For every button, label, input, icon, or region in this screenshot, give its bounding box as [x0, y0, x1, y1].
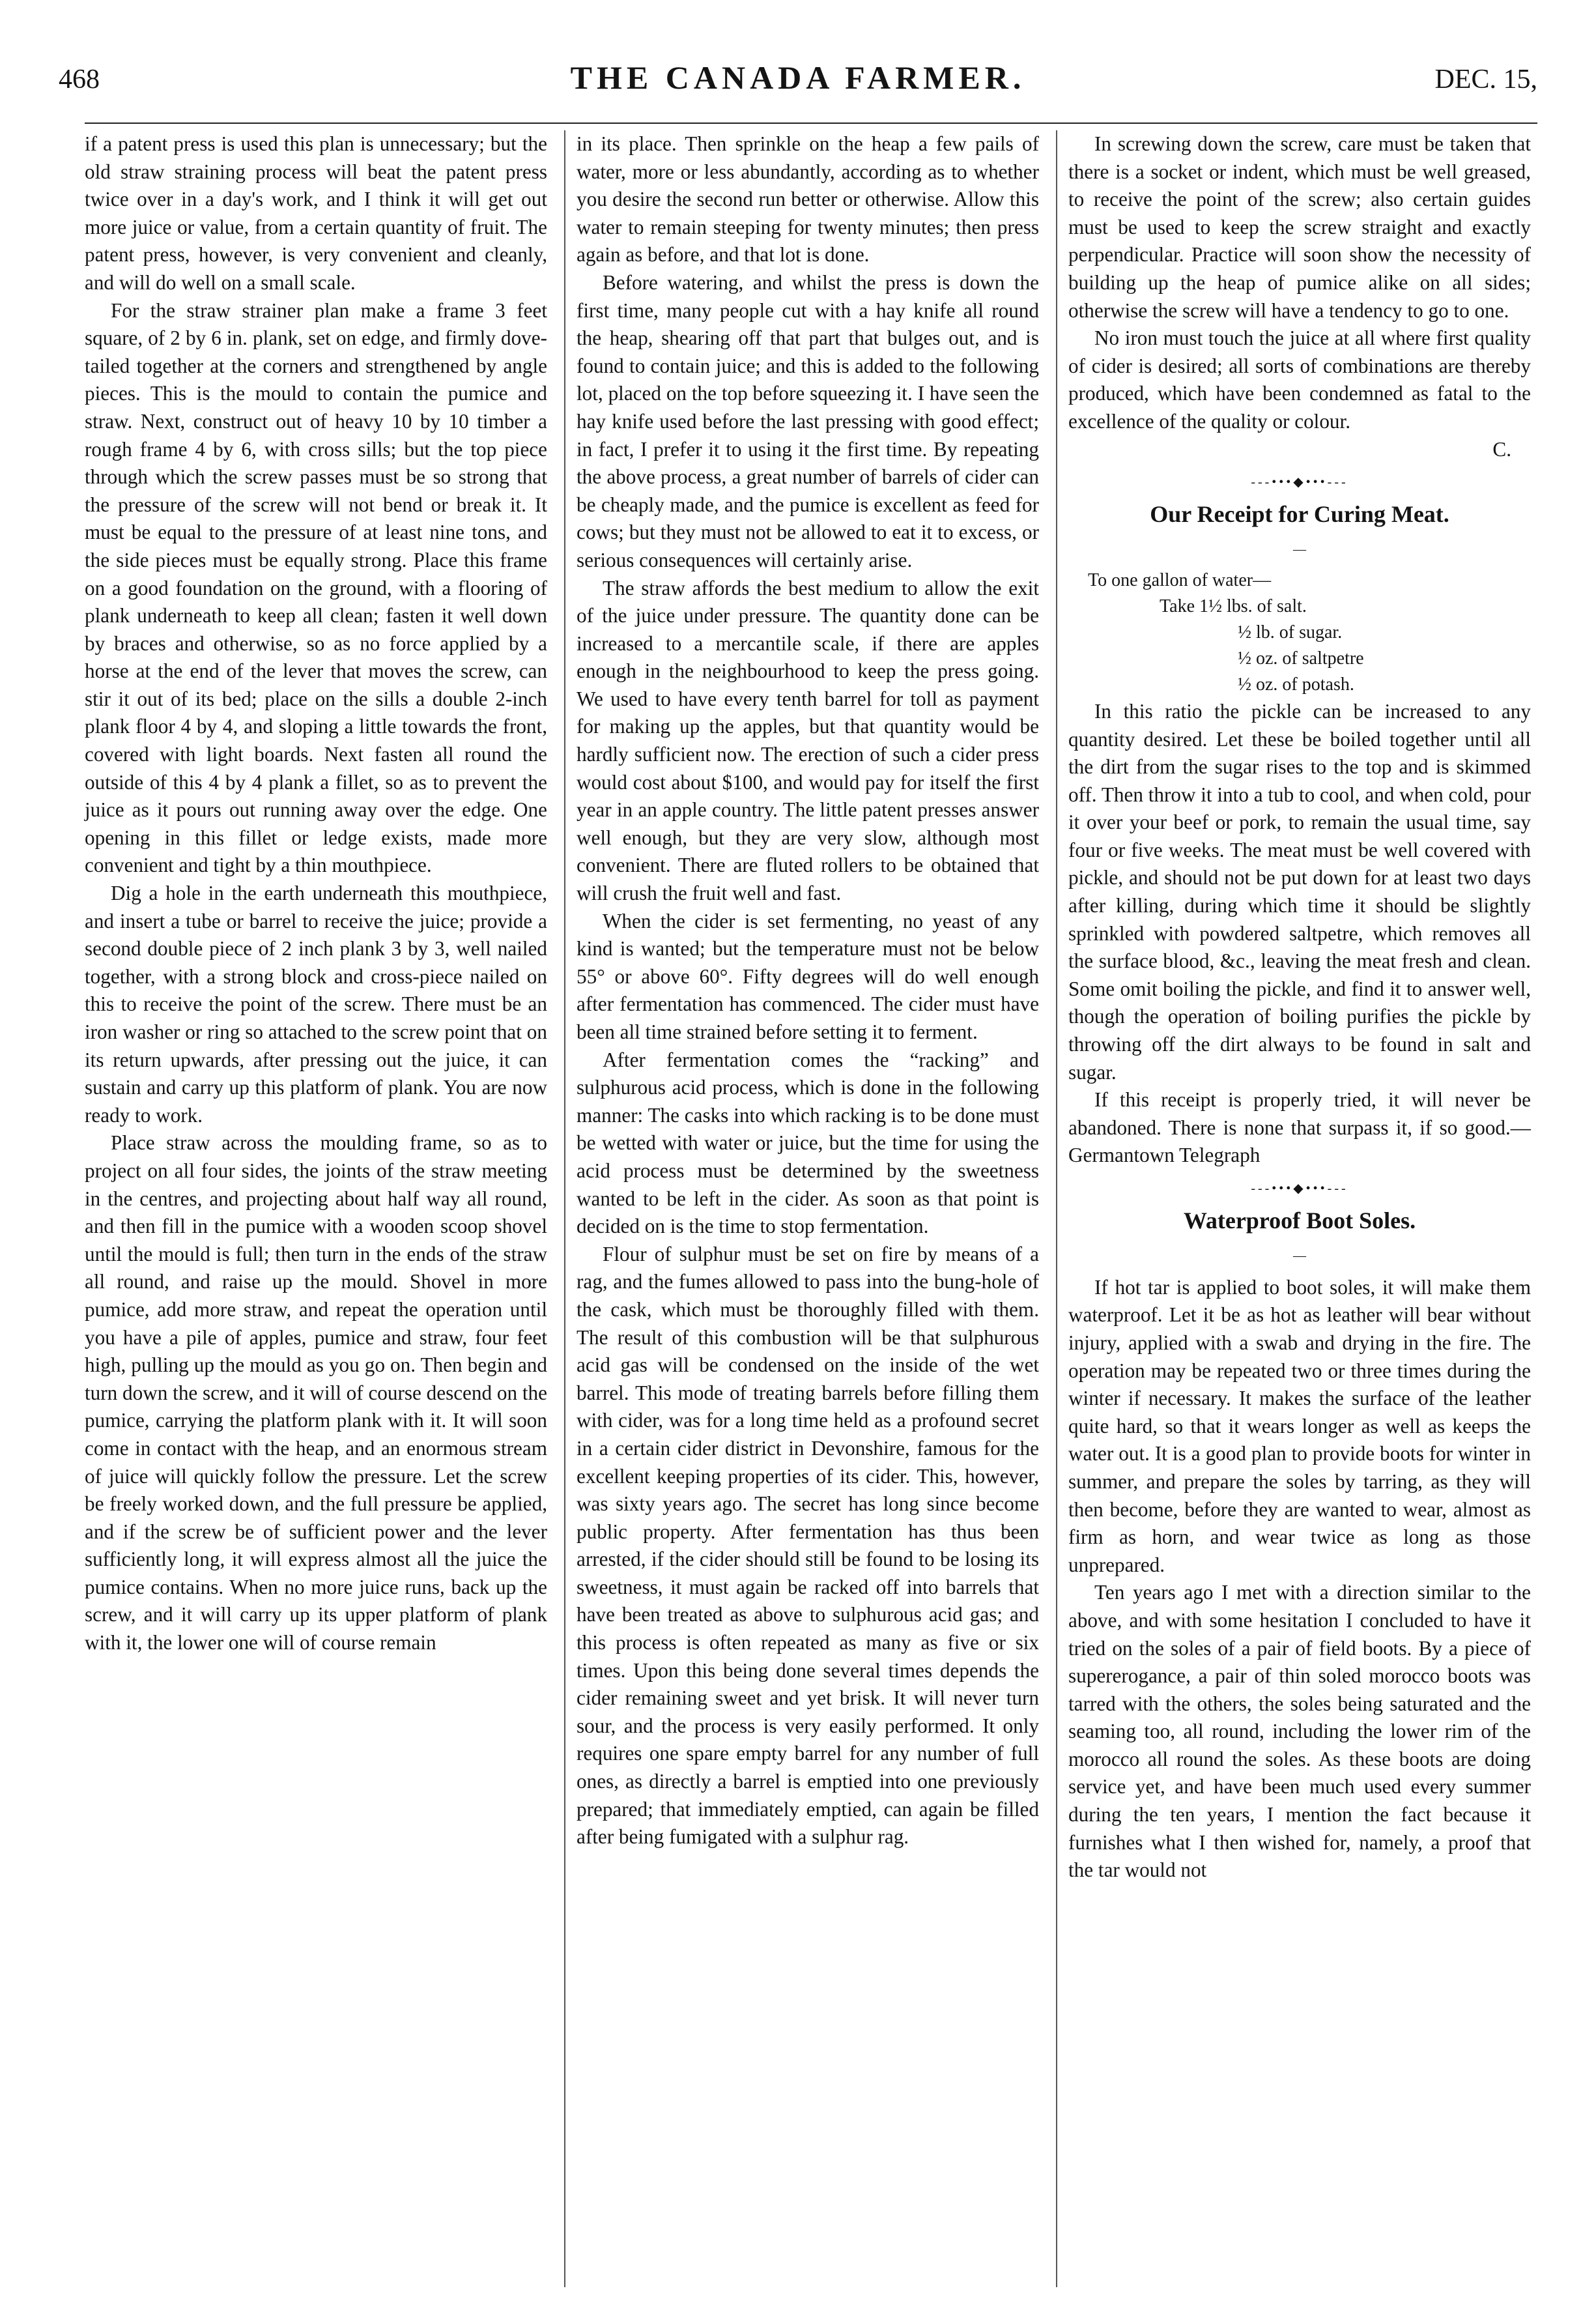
article-paragraph: For the straw strainer plan make a frame 3 feet square, of 2 by 6 in. plank, set on edge, and firmly dove-tailed together at the corners and strengthened by angle pieces. This is the mould to contain the pumice and straw. Next, construct out of heavy 10 by 10 timber a rough frame 4 by 6, with cross sills; but the top piece through which the screw passes must be so strong that the pressure of the screw will not bend or break it. It must be equal to the pressure of at least nine tons, and the side pieces must be equally strong. Place this frame on a good foundation on the ground, with a flooring of plank underneath to keep all clean; fasten it well down by braces and otherwise, so as no force applied by a horse at the end of the lever that moves the screw, can stir it out of its bed; place on the sills a double 2-inch plank floor 4 by 4, and sloping a little towards the front, covered with light boards. Next fasten all round the outside of this 4 by 4 plank a fillet, so as to prevent the juice as it pours out running away over the edge. One opening in this fillet or ledge exists, made more convenient and tight by a thin mouthpiece. [85, 298, 547, 877]
recipe-line: ½ lb. of sugar. [1238, 622, 1343, 642]
page-header [59, 59, 1537, 104]
recipe-line: ½ oz. of potash. [1238, 674, 1354, 695]
author-signature: C. [1492, 437, 1511, 461]
column-1 [85, 130, 547, 1657]
header-rule [85, 123, 1537, 124]
heading-dash: — [1293, 1249, 1306, 1263]
issue-date: DEC. 15, [1434, 65, 1537, 94]
article-paragraph: In this ratio the pickle can be increased to any quantity desired. Let these be boiled together until all the dirt from the sugar rises to the top and is skimmed off. Then throw it into a tub to cool, and when cold, pour it over your beef or pork, to remain the usual time, say four or five weeks. The meat must be well covered with pickle, and should not be put down for at least two days after killing, during which time it should be slightly sprinkled with powdered saltpetre, which removes all the surface blood, &c., leaving the meat fresh and clean. Some omit boiling the pickle, and find it to answer well, though the operation of boiling purifies the pickle by throwing off the dirt always to be found in salt and sugar. [1068, 699, 1531, 1084]
column-divider-2 [1056, 130, 1057, 2287]
article-paragraph: Place straw across the moulding frame, so as to project on all four sides, the joints of the straw meeting in the centres, and projecting about half way all round, and then fill in the pumice with a wooden scoop shovel until the mould is full; then turn in the ends of the straw all round, and raise up the mould. Shovel in more pumice, add more straw, and repeat the operation until you have a pile of apples, pumice and straw, four feet high, pulling up the mould as you go on. Then begin and turn down the screw, and it will of course descend on the pumice, carrying the platform plank with it. It will soon come in contact with the heap, and an enormous stream of juice will quickly follow the pressure. Let the screw be freely worked down, and the full pressure be applied, and if the screw be of sufficient power and the lever sufficiently long, it will express almost all the juice the pumice contains. When no more juice runs, back up the screw, and it will carry up its upper platform of plank with it, the lower one will of course remain [85, 1131, 547, 1654]
article-paragraph: if a patent press is used this plan is unnecessary; but the old straw straining process will beat the patent press twice over in a day's work, and I think it will get out more juice or value, from a certain quantity of fruit. The patent press, however, is very convenient and cleanly, and will do well on a small scale. [85, 132, 547, 294]
column-2 [577, 130, 1039, 1851]
section-ornament: ---•••◆•••--- [1251, 1181, 1348, 1196]
masthead-title: THE CANADA FARMER. [570, 59, 1026, 96]
recipe-list [1068, 568, 1531, 698]
heading-dash: — [1293, 542, 1306, 557]
article-paragraph: After fermentation comes the “racking” and sulphurous acid process, which is done in the following manner: The casks into which racking is to be done must be wetted with water or juice, but the time for using the acid process must be determined by the sweetness wanted to be left in the cider. As soon as that point is decided on is the time to stop fermentation. [577, 1048, 1039, 1238]
article-paragraph: If hot tar is applied to boot soles, it will make them waterproof. Let it be as hot as leather will bear without injury, applied with a swab and drying in the fire. The operation may be repeated two or three times during the winter if necessary. It makes the surface of the leather quite hard, so that it wears longer as well as keeps the water out. It is a good plan to provide boots for winter in summer, and prepare the soles by tarring, as they will then become, before they are wanted to wear, almost as firm as horn, and wear twice as long as those unprepared. [1068, 1275, 1531, 1576]
article-paragraph: No iron must touch the juice at all where first quality of cider is desired; all sorts of combinations are thereby produced, which have been condemned as fatal to the excellence of the quality or colour. [1068, 326, 1531, 433]
section-ornament: ---•••◆•••--- [1251, 475, 1348, 490]
column-3 [1068, 130, 1531, 1884]
column-divider-1 [564, 130, 565, 2287]
page-number: 468 [59, 65, 100, 94]
section-heading-boot-soles: Waterproof Boot Soles. [1183, 1207, 1416, 1234]
recipe-intro: To one gallon of water— [1088, 570, 1272, 590]
section-heading-curing-meat: Our Receipt for Curing Meat. [1150, 500, 1449, 527]
article-paragraph: If this receipt is properly tried, it will never be abandoned. There is none that surpass it, if so good.—Germantown Telegraph [1068, 1088, 1531, 1167]
article-paragraph: In screwing down the screw, care must be taken that there is a socket or indent, which must be well greased, to receive the point of the screw; also certain guides must be used to keep the screw straight and exactly perpendicular. Practice will soon show the necessity of building up the heap of pumice alike on all sides; otherwise the screw will have a tendency to go to one. [1068, 132, 1531, 322]
article-paragraph: Flour of sulphur must be set on fire by means of a rag, and the fumes allowed to pass into the bung-hole of the cask, which must be thoroughly filled with them. The result of this combustion will be that sulphurous acid gas will be condensed on the inside of the wet barrel. This mode of treating barrels before filling them with cider, was for a long time held as a profound secret in a certain cider district in Devonshire, famous for the excellent keeping properties of its cider. This, however, was sixty years ago. The secret has long since become public property. After fermentation has thus been arrested, if the cider should still be found to be losing its sweetness, it must again be racked off into barrels that have been treated as above to sulphurous acid gas; and this process is often repeated as many as five or six times. Upon this being done several times depends the cider remaining sweet and yet brisk. It will never turn sour, and the process is very easily performed. It only requires one spare empty barrel for any number of full ones, as directly a barrel is emptied into one previously prepared; that immediately emptied, can again be filled after being fumigated with a sulphur rag. [577, 1242, 1039, 1849]
recipe-line: Take 1½ lbs. of salt. [1160, 596, 1307, 616]
article-paragraph: Ten years ago I met with a direction similar to the above, and with some hesitation I concluded to have it tried on the soles of a pair of field boots. By a piece of supererogance, a pair of thin soled morocco boots was tarred with the others, the soles being saturated and the seaming too, all round, including the lower rim of the morocco all round the soles. As these boots are doing service yet, and have been much used every summer during the ten years, I mention the fact because it furnishes what I then wished for, namely, a proof that the tar would not [1068, 1581, 1531, 1882]
recipe-line: ½ oz. of saltpetre [1238, 648, 1364, 669]
article-paragraph: The straw affords the best medium to allow the exit of the juice under pressure. The quantity done can be increased to a mercantile scale, if there are apples enough in the neighbourhood to keep the press going. We used to have every tenth barrel for toll as payment for making up the apples, but that quantity would be hardly sufficient now. The erection of such a cider press would cost about $100, and would pay for itself the first year in an apple country. The little patent presses answer well enough, but they are very slow, although most convenient. There are fluted rollers to be obtained that will crush the fruit well and fast. [577, 576, 1039, 905]
article-paragraph: When the cider is set fermenting, no yeast of any kind is wanted; but the temperature must not be below 55° or above 60°. Fifty degrees will do well enough after fermentation has commenced. The cider must have been all time strained before setting it to ferment. [577, 909, 1039, 1043]
article-paragraph: in its place. Then sprinkle on the heap a few pails of water, more or less abundantly, according as to whether you desire the second run better or otherwise. Allow this water to remain steeping for twenty minutes; then press again as before, and that lot is done. [577, 132, 1039, 267]
article-paragraph: Dig a hole in the earth underneath this mouthpiece, and insert a tube or barrel to receive the juice; provide a second double piece of 2 inch plank 3 by 3, well nailed together, with a strong block and cross-piece nailed on this to receive the point of the screw. There must be an iron washer or ring so attached to the screw point that on its return upwards, after pressing out the juice, it can sustain and carry up this platform of plank. You are now ready to work. [85, 882, 547, 1127]
article-paragraph: Before watering, and whilst the press is down the first time, many people cut with a hay knife all round the heap, shearing off that part that bulges out, and is found to contain juice; and this is added to the following lot, placed on the top before squeezing it. I have seen the hay knife used before the last pressing with good effect; in fact, I prefer it to using it the first time. By repeating the above process, a great number of barrels of cider can be cheaply made, and the pumice is excellent as feed for cows; but they must not be allowed to eat it to excess, or serious consequences will certainly arise. [577, 270, 1039, 571]
